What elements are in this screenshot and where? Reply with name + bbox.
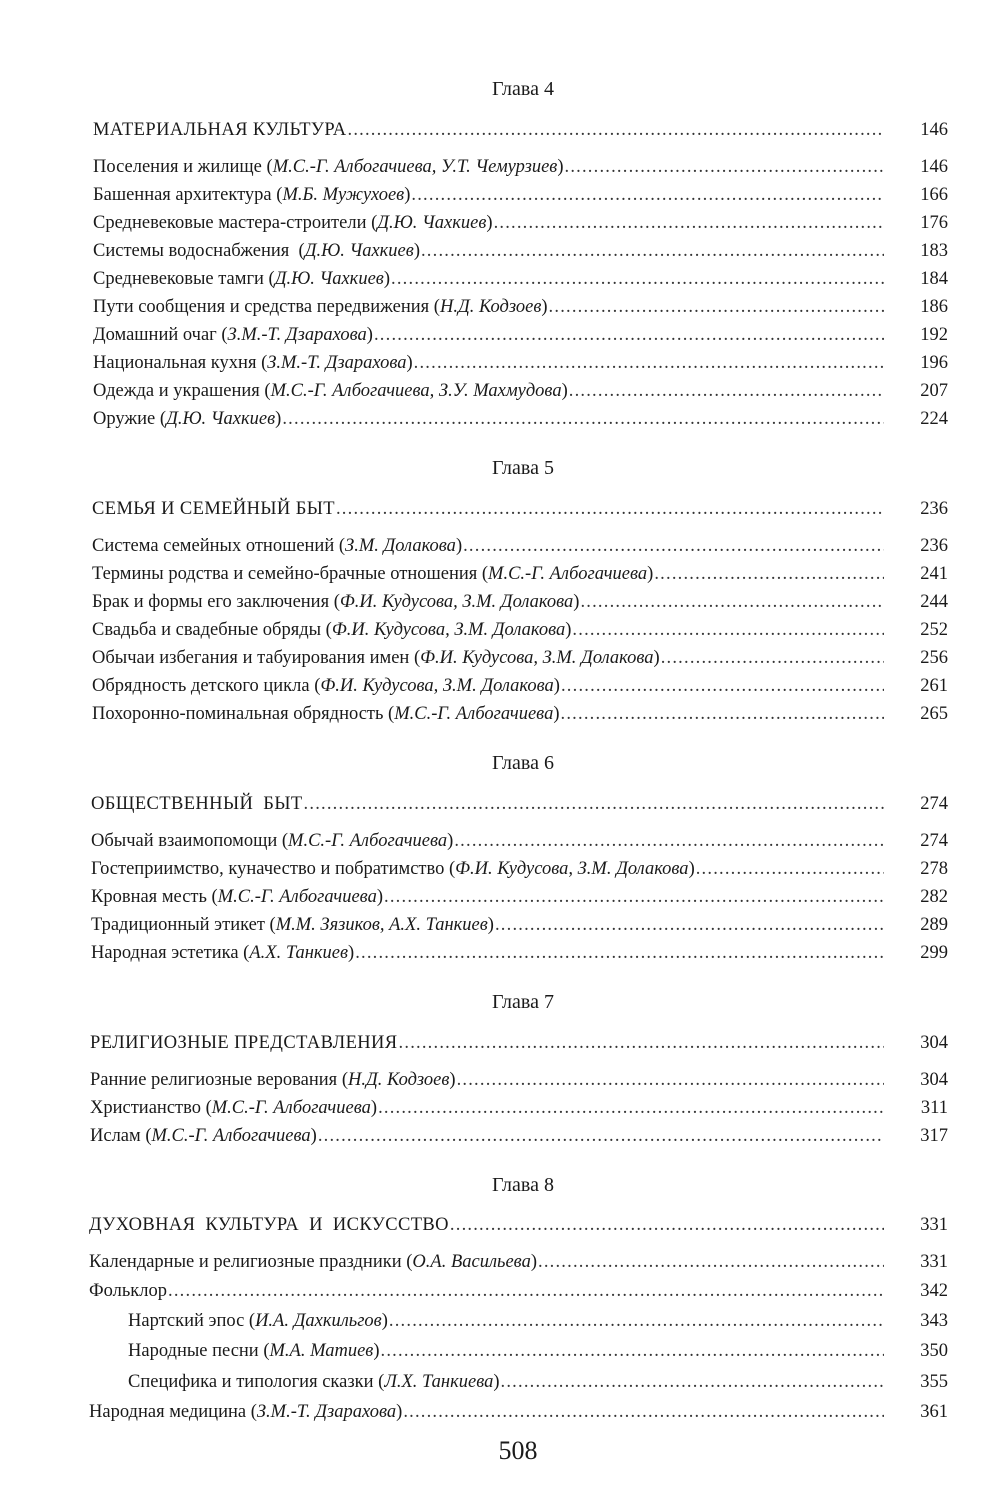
toc-entry: Традиционный этикет (М.М. Зязиков, А.Х. Танкиев) ..... 289 (91, 913, 948, 937)
authors: З.М.-Т. Дзарахова (267, 353, 407, 373)
section-title: МАТЕРИАЛЬНАЯ КУЛЬТУРА (93, 120, 347, 140)
chapter-heading: Глава 8 (492, 1174, 554, 1196)
page-ref: 274 (920, 831, 948, 851)
page-ref: 207 (920, 381, 948, 401)
page-ref: 252 (920, 620, 948, 640)
authors: Д.Ю. Чахкиев (304, 241, 414, 261)
authors: З.М.-Т. Дзарахова (227, 325, 367, 345)
page-ref: 256 (920, 648, 948, 668)
authors: З.М. Долакова (345, 536, 456, 556)
page-number: 508 (498, 1436, 538, 1465)
page-ref: 355 (920, 1372, 948, 1392)
toc-entry: Народная эстетика (А.Х. Танкиев) ..... 299 (91, 941, 948, 965)
authors: Д.Ю. Чахкиев (166, 409, 276, 429)
page-ref: 186 (920, 297, 948, 317)
page-ref: 241 (920, 564, 948, 584)
section-row (90, 1031, 948, 1055)
authors: И.А. Дахкильгов (255, 1311, 382, 1331)
authors: А.Х. Танкиев (249, 943, 349, 963)
toc-entry: Обрядность детского цикла (Ф.И. Кудусова, З.М. Долакова) ..... 261 (92, 674, 948, 698)
toc-entry: Пути сообщения и средства передвижения (Н.Д. Кодзоев) ..... 186 (93, 295, 948, 319)
authors: М.С.-Г. Албогачиева, З.У. Махмудова (270, 381, 562, 401)
page-ref: 236 (920, 536, 948, 556)
page-ref: 146 (920, 120, 948, 140)
page-ref: 299 (920, 943, 948, 963)
toc-entry: Система семейных отношений (З.М. Долакова) ..... 236 (92, 534, 948, 558)
authors: Д.Ю. Чахкиев (377, 213, 487, 233)
toc-entry: Христианство (М.С.-Г. Албогачиева) ..... 311 (90, 1096, 948, 1120)
toc-subentry: Нартский эпос (И.А. Дахкильгов) ..... 343 (128, 1309, 948, 1333)
toc-entry: Оружие (Д.Ю. Чахкиев) ..... 224 (93, 407, 948, 431)
section-row (93, 118, 948, 142)
section-title: СЕМЬЯ И СЕМЕЙНЫЙ БЫТ (92, 499, 335, 519)
page-ref: 282 (920, 887, 948, 907)
page-ref: 166 (920, 185, 948, 205)
page-ref: 184 (920, 269, 948, 289)
page-ref: 289 (920, 915, 948, 935)
toc-entry: Похоронно-поминальная обрядность (М.С.-Г. Албогачиева) ..... 265 (92, 702, 948, 726)
authors: Ф.И. Кудусова, З.М. Долакова (420, 648, 654, 668)
page-ref: 304 (920, 1033, 948, 1053)
authors: Н.Д. Кодзоев (347, 1070, 450, 1090)
toc-entry: Кровная месть (М.С.-Г. Албогачиева) ..... 282 (91, 885, 948, 909)
authors: М.С.-Г. Албогачиева (288, 831, 448, 851)
page-ref: 224 (920, 409, 948, 429)
page-ref: 146 (920, 157, 948, 177)
section-row (91, 792, 948, 816)
authors: Ф.И. Кудусова, З.М. Долакова (320, 676, 554, 696)
toc-entry: Термины родства и семейно-брачные отношения (М.С.-Г. Албогачиева) ..... 241 (92, 562, 948, 586)
toc-subentry: Народные песни (М.А. Матиев) ..... 350 (128, 1339, 948, 1363)
page-ref: 342 (920, 1281, 948, 1301)
toc-entry: Поселения и жилище (М.С.-Г. Албогачиева, У.Т. Чемурзиев) ..... 146 (93, 155, 948, 179)
section-title: ДУХОВНАЯ КУЛЬТУРА И ИСКУССТВО (89, 1215, 449, 1235)
toc-subentry: Специфика и типология сказки (Л.Х. Танкиева) ..... 355 (128, 1370, 948, 1394)
page-ref: 192 (920, 325, 948, 345)
page-ref: 183 (920, 241, 948, 261)
chapter-heading: Глава 5 (492, 457, 554, 479)
authors: Ф.И. Кудусова, З.М. Долакова (331, 620, 566, 640)
authors: Ф.И. Кудусова, З.М. Долакова (455, 859, 689, 879)
authors: М.С.-Г. Албогачиева (151, 1126, 311, 1146)
page-ref: 331 (920, 1215, 948, 1235)
authors: О.А. Васильева (412, 1252, 531, 1272)
toc-entry: Гостеприимство, куначество и побратимство (Ф.И. Кудусова, З.М. Долакова) ..... 278 (91, 857, 948, 881)
section-title: ОБЩЕСТВЕННЫЙ БЫТ (91, 794, 303, 814)
page-ref: 274 (920, 794, 948, 814)
page-ref: 196 (920, 353, 948, 373)
authors: М.С.-Г. Албогачиева (488, 564, 648, 584)
toc-entry: Домашний очаг (З.М.-Т. Дзарахова) ..... 192 (93, 323, 948, 347)
toc-entry: Календарные и религиозные праздники (О.А. Васильева) ..... 331 (89, 1250, 948, 1274)
toc-entry: Обычаи избегания и табуирования имен (Ф.И. Кудусова, З.М. Долакова) ..... 256 (92, 646, 948, 670)
page-ref: 331 (920, 1252, 948, 1272)
toc-entry: Башенная архитектура (М.Б. Мужухоев) ..... 166 (93, 183, 948, 207)
authors: Ф.И. Кудусова, З.М. Долакова (339, 592, 574, 612)
page-ref: 236 (920, 499, 948, 519)
page-ref: 261 (920, 676, 948, 696)
authors: М.С.-Г. Албогачиева (217, 887, 377, 907)
chapter-heading: Глава 4 (492, 78, 554, 100)
page-ref: 350 (920, 1341, 948, 1361)
toc-entry: Ранние религиозные верования (Н.Д. Кодзоев) ..... 304 (90, 1068, 948, 1092)
authors: М.М. Зязиков, А.Х. Танкиев (275, 915, 488, 935)
authors: З.М.-Т. Дзарахова (256, 1402, 397, 1422)
toc-entry: Одежда и украшения (М.С.-Г. Албогачиева, З.У. Махмудова) ..... 207 (93, 379, 948, 403)
authors: М.С.-Г. Албогачиева (211, 1098, 371, 1118)
page-ref: 304 (920, 1070, 948, 1090)
authors: М.Б. Мужухоев (282, 185, 405, 205)
page-ref: 343 (920, 1311, 948, 1331)
page-ref: 265 (920, 704, 948, 724)
page-ref: 361 (920, 1402, 948, 1422)
authors: Л.Х. Танкиева (384, 1372, 494, 1392)
chapter-heading: Глава 7 (492, 991, 554, 1013)
page-ref: 311 (920, 1098, 948, 1118)
toc-entry: Средневековые мастера-строители (Д.Ю. Чахкиев) ..... 176 (93, 211, 948, 235)
toc-entry: Брак и формы его заключения (Ф.И. Кудусова, З.М. Долакова) ..... 244 (92, 590, 948, 614)
page-ref: 244 (920, 592, 948, 612)
authors: М.С.-Г. Албогачиева (394, 704, 554, 724)
authors: Д.Ю. Чахкиев (274, 269, 384, 289)
toc-entry: Фольклор ..... 342 (89, 1279, 948, 1303)
toc-entry: Свадьба и свадебные обряды (Ф.И. Кудусова, З.М. Долакова) ..... 252 (92, 618, 948, 642)
page-ref: 278 (920, 859, 948, 879)
section-row (92, 497, 948, 521)
chapter-heading: Глава 6 (492, 752, 554, 774)
toc-entry: Ислам (М.С.-Г. Албогачиева) ..... 317 (90, 1124, 948, 1148)
authors: М.А. Матиев (269, 1341, 374, 1361)
authors: М.С.-Г. Албогачиева, У.Т. Чемурзиев (272, 157, 558, 177)
toc-entry: Средневековые тамги (Д.Ю. Чахкиев) ..... 184 (93, 267, 948, 291)
page-ref: 176 (920, 213, 948, 233)
toc-entry: Обычай взаимопомощи (М.С.-Г. Албогачиева) ..... 274 (91, 829, 948, 853)
section-title: РЕЛИГИОЗНЫЕ ПРЕДСТАВЛЕНИЯ (90, 1033, 398, 1053)
section-row (89, 1213, 948, 1237)
toc-entry: Народная медицина (З.М.-Т. Дзарахова) ..... 361 (89, 1400, 948, 1424)
authors: Н.Д. Кодзоев (439, 297, 542, 317)
page-ref: 317 (920, 1126, 948, 1146)
toc-entry: Национальная кухня (З.М.-Т. Дзарахова) ..... 196 (93, 351, 948, 375)
toc-entry: Системы водоснабжения (Д.Ю. Чахкиев) ..... 183 (93, 239, 948, 263)
